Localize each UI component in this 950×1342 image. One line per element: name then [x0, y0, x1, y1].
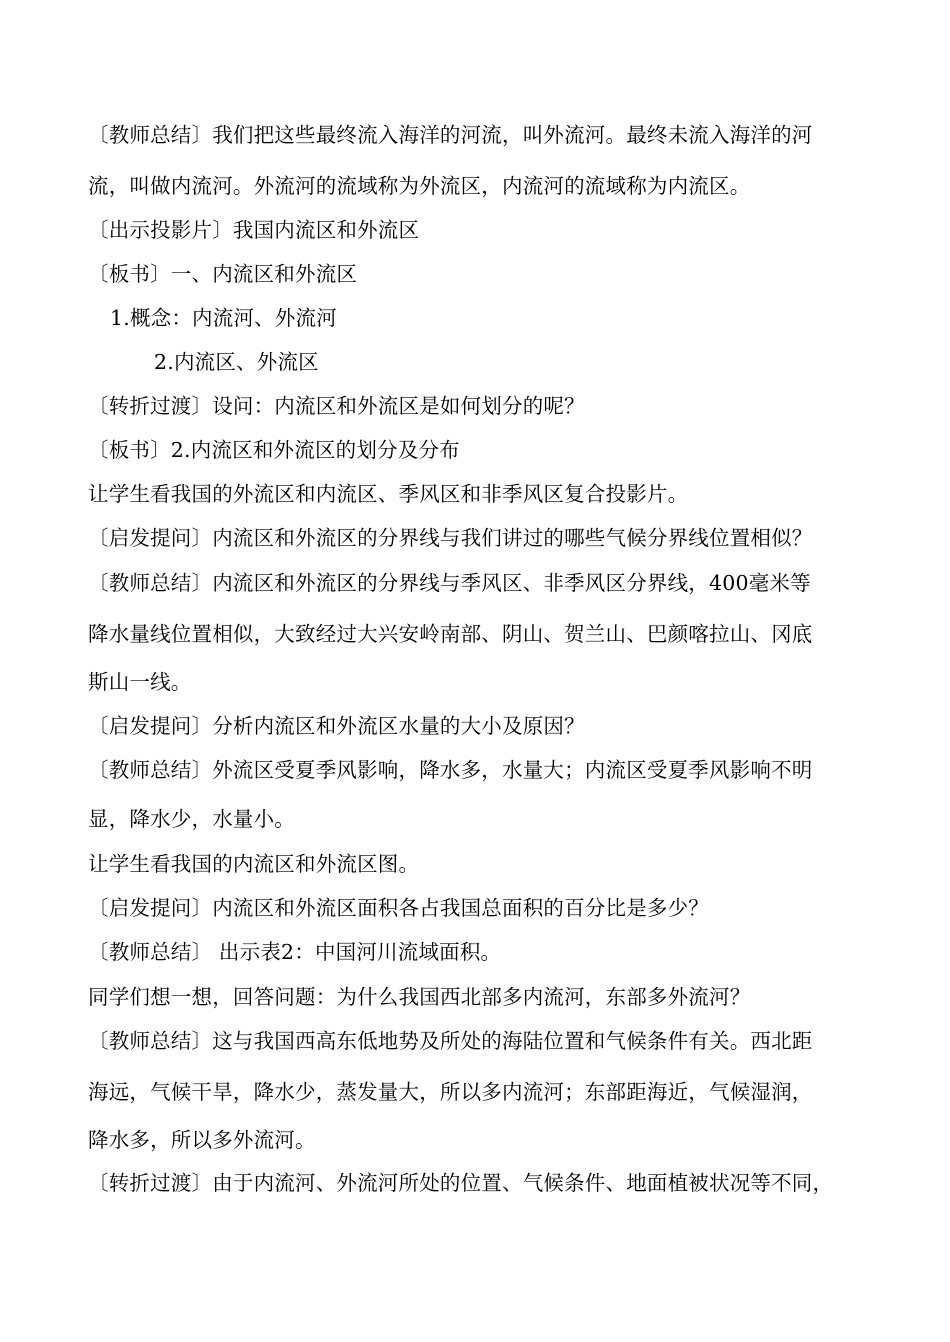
text-line: 〔板书〕一、内流区和外流区: [88, 262, 358, 286]
text-line: 降水量线位置相似，大致经过大兴安岭南部、阴山、贺兰山、巴颜喀拉山、冈底: [88, 622, 813, 646]
text-line: 〔启发提问〕内流区和外流区的分界线与我们讲过的哪些气候分界线位置相似？: [88, 526, 813, 550]
text-line: 〔转折过渡〕由于内流河、外流河所处的位置、气候条件、地面植被状况等不同，: [88, 1171, 834, 1195]
text-line: 斯山一线。: [88, 670, 192, 694]
text-line: 降水多，所以多外流河。: [88, 1128, 316, 1152]
text-line: 让学生看我国的外流区和内流区、季风区和非季风区复合投影片。: [88, 482, 689, 506]
text-line: 海远，气候干旱，降水少，蒸发量大，所以多内流河；东部距海近，气候湿润，: [88, 1080, 813, 1104]
text-line: 〔教师总结〕内流区和外流区的分界线与季风区、非季风区分界线，400毫米等: [88, 571, 811, 595]
text-line: 〔教师总结〕 出示表2：中国河川流域面积。: [88, 940, 502, 964]
text-line: 2.内流区、外流区: [154, 350, 319, 374]
text-line: 流，叫做内流河。外流河的流域称为外流区，内流河的流域称为内流区。: [88, 174, 751, 198]
text-line: 〔出示投影片〕我国内流区和外流区: [88, 218, 420, 242]
text-line: 显，降水少，水量小。: [88, 807, 295, 831]
text-line: 〔转折过渡〕设问：内流区和外流区是如何划分的呢？: [88, 394, 585, 418]
text-line: 1.概念：内流河、外流河: [110, 306, 337, 330]
text-line: 同学们想一想，回答问题：为什么我国西北部多内流河，东部多外流河？: [88, 985, 751, 1009]
text-line: 〔板书〕2.内流区和外流区的划分及分布: [88, 438, 460, 462]
text-line: 〔教师总结〕我们把这些最终流入海洋的河流，叫外流河。最终未流入海洋的河: [88, 123, 813, 147]
text-line: 〔启发提问〕内流区和外流区面积各占我国总面积的百分比是多少？: [88, 896, 709, 920]
text-line: 〔教师总结〕外流区受夏季风影响，降水多，水量大；内流区受夏季风影响不明: [88, 758, 813, 782]
text-line: 让学生看我国的内流区和外流区图。: [88, 852, 420, 876]
text-line: 〔教师总结〕这与我国西高东低地势及所处的海陆位置和气候条件有关。西北距: [88, 1029, 813, 1053]
text-line: 〔启发提问〕分析内流区和外流区水量的大小及原因？: [88, 714, 585, 738]
